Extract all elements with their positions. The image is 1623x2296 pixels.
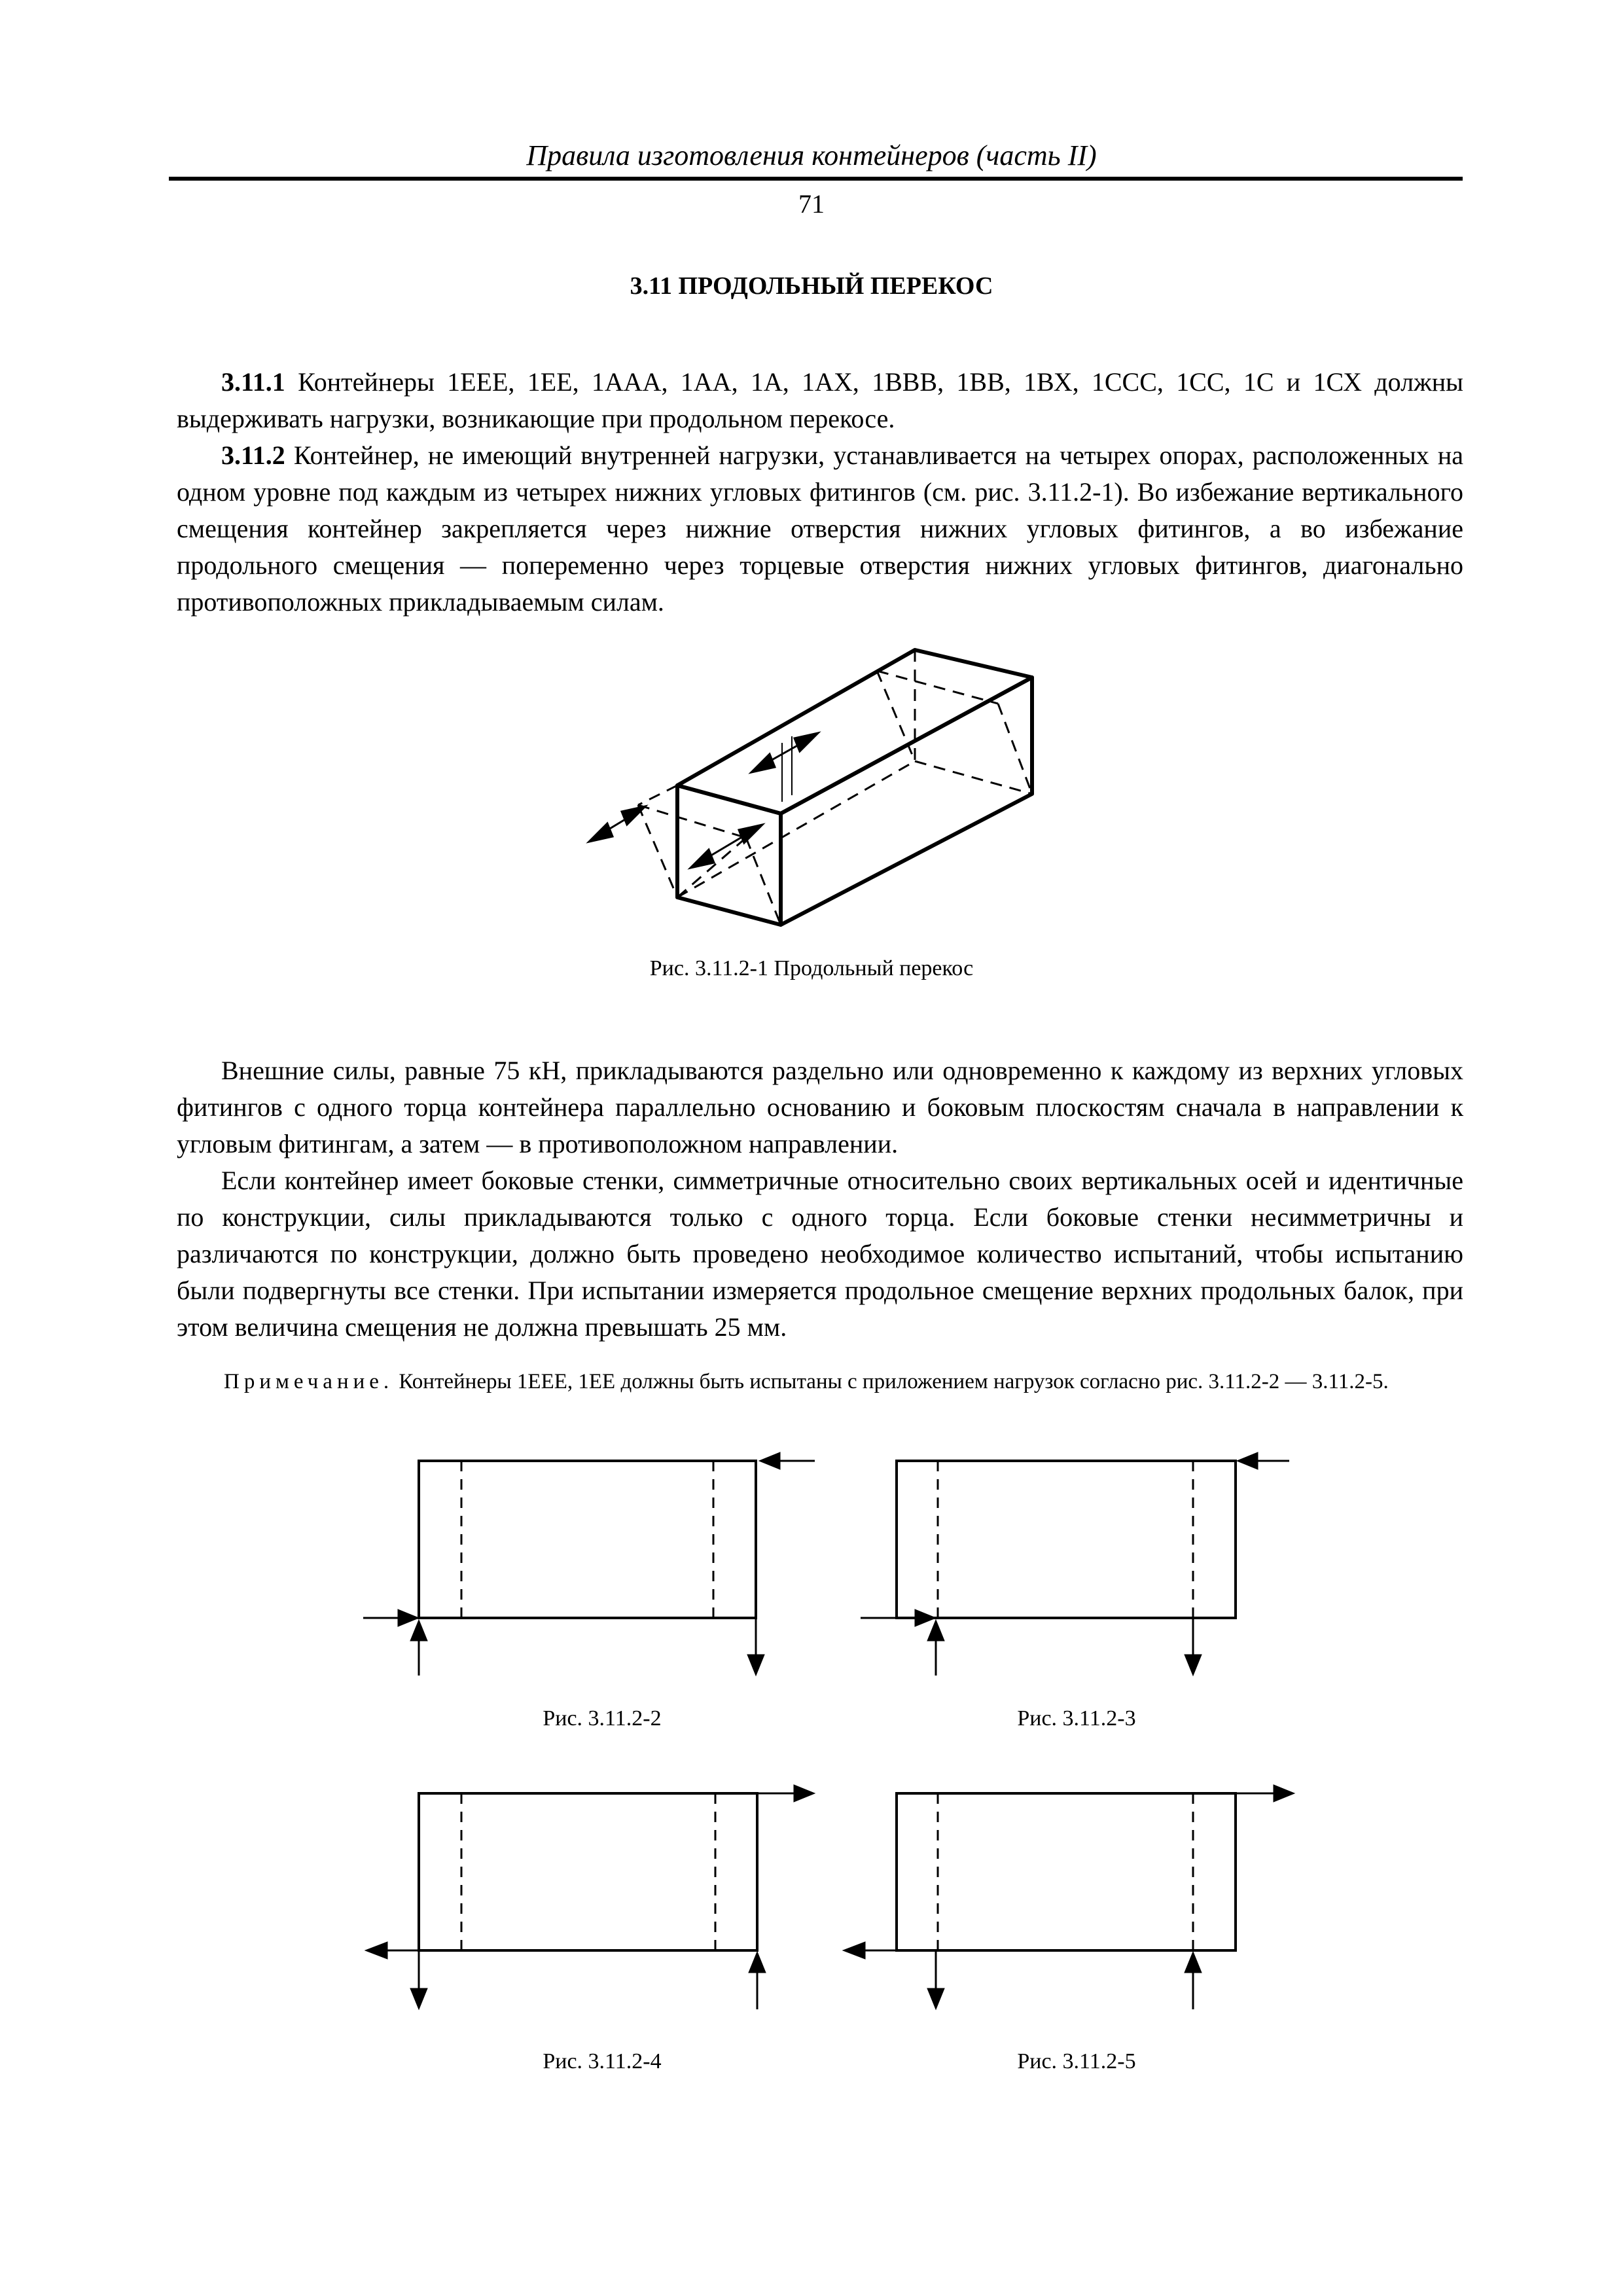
clause-number: 3.11.2: [221, 440, 285, 470]
paragraph-text: Контейнер, не имеющий внутренней нагрузки, устанавливается на четырех опорах, расположенных на одном уровне под каждым из четырех нижних угловых фитингов (см. рис. 3.11.2-1). Во избежание вертикального смещения контейнер закрепляется через нижние отверстия нижних угловых фитингов, а во избежание продольного смещения — попеременно через торцевые отверстия нижних угловых фитингов, диагонально противоположных прикладываемым силам.: [177, 440, 1463, 617]
figure-3-11-2-2: [363, 1452, 815, 1676]
figure-3-11-2-3: [861, 1452, 1289, 1676]
figure-caption: Рис. 3.11.2-5: [1017, 2049, 1136, 2073]
running-header: Правила изготовления контейнеров (часть II): [526, 139, 1097, 171]
note-label: Примечание.: [224, 1370, 394, 1393]
figure-caption: Рис. 3.11.2-2: [543, 1706, 662, 1731]
paragraph-text: Контейнеры 1ЕЕЕ, 1ЕЕ, 1ААА, 1АА, 1А, 1АХ, 1ВВВ, 1ВВ, 1ВХ, 1ССС, 1СС, 1С и 1СХ должны выдерживать нагрузки, возникающие при продольном перекосе.: [177, 367, 1463, 433]
note-text: Контейнеры 1ЕЕЕ, 1ЕЕ должны быть испытаны с приложением нагрузок согласно рис. 3.11.2-2 — 3.11.2-5.: [393, 1370, 1389, 1393]
figure-caption: Рис. 3.11.2-4: [543, 2049, 662, 2073]
figure-3-11-2-5: [843, 1785, 1294, 2009]
paragraph-external-forces: Внешние силы, равные 75 кН, прикладываются раздельно или одновременно к каждому из верхних угловых фитингов с одного торца контейнера параллельно основанию и боковым плоскостям сначала в направлении к угловым фитингам, а затем — в противоположном направлении.: [177, 1056, 1463, 1158]
paragraph-side-walls: Если контейнер имеет боковые стенки, симметричные относительно своих вертикальных осей и идентичные по конструкции, силы прикладываются только с одного торца. Если боковые стенки несимметричны и различаются по конструкции, должно быть проведено необходимое количество испытаний, чтобы испытанию были подвергнуты все стенки. При испытании измеряется продольное смещение верхних продольных балок, при этом величина смещения не должна превышать 25 мм.: [177, 1166, 1463, 1342]
figure-3-11-2-4: [365, 1785, 815, 2009]
page-number: 71: [798, 189, 825, 219]
figure-caption: Рис. 3.11.2-1 Продольный перекос: [649, 956, 974, 980]
figure-caption: Рис. 3.11.2-3: [1017, 1706, 1136, 1731]
section-title: 3.11 ПРОДОЛЬНЫЙ ПЕРЕКОС: [630, 272, 993, 300]
clause-number: 3.11.1: [221, 367, 285, 397]
